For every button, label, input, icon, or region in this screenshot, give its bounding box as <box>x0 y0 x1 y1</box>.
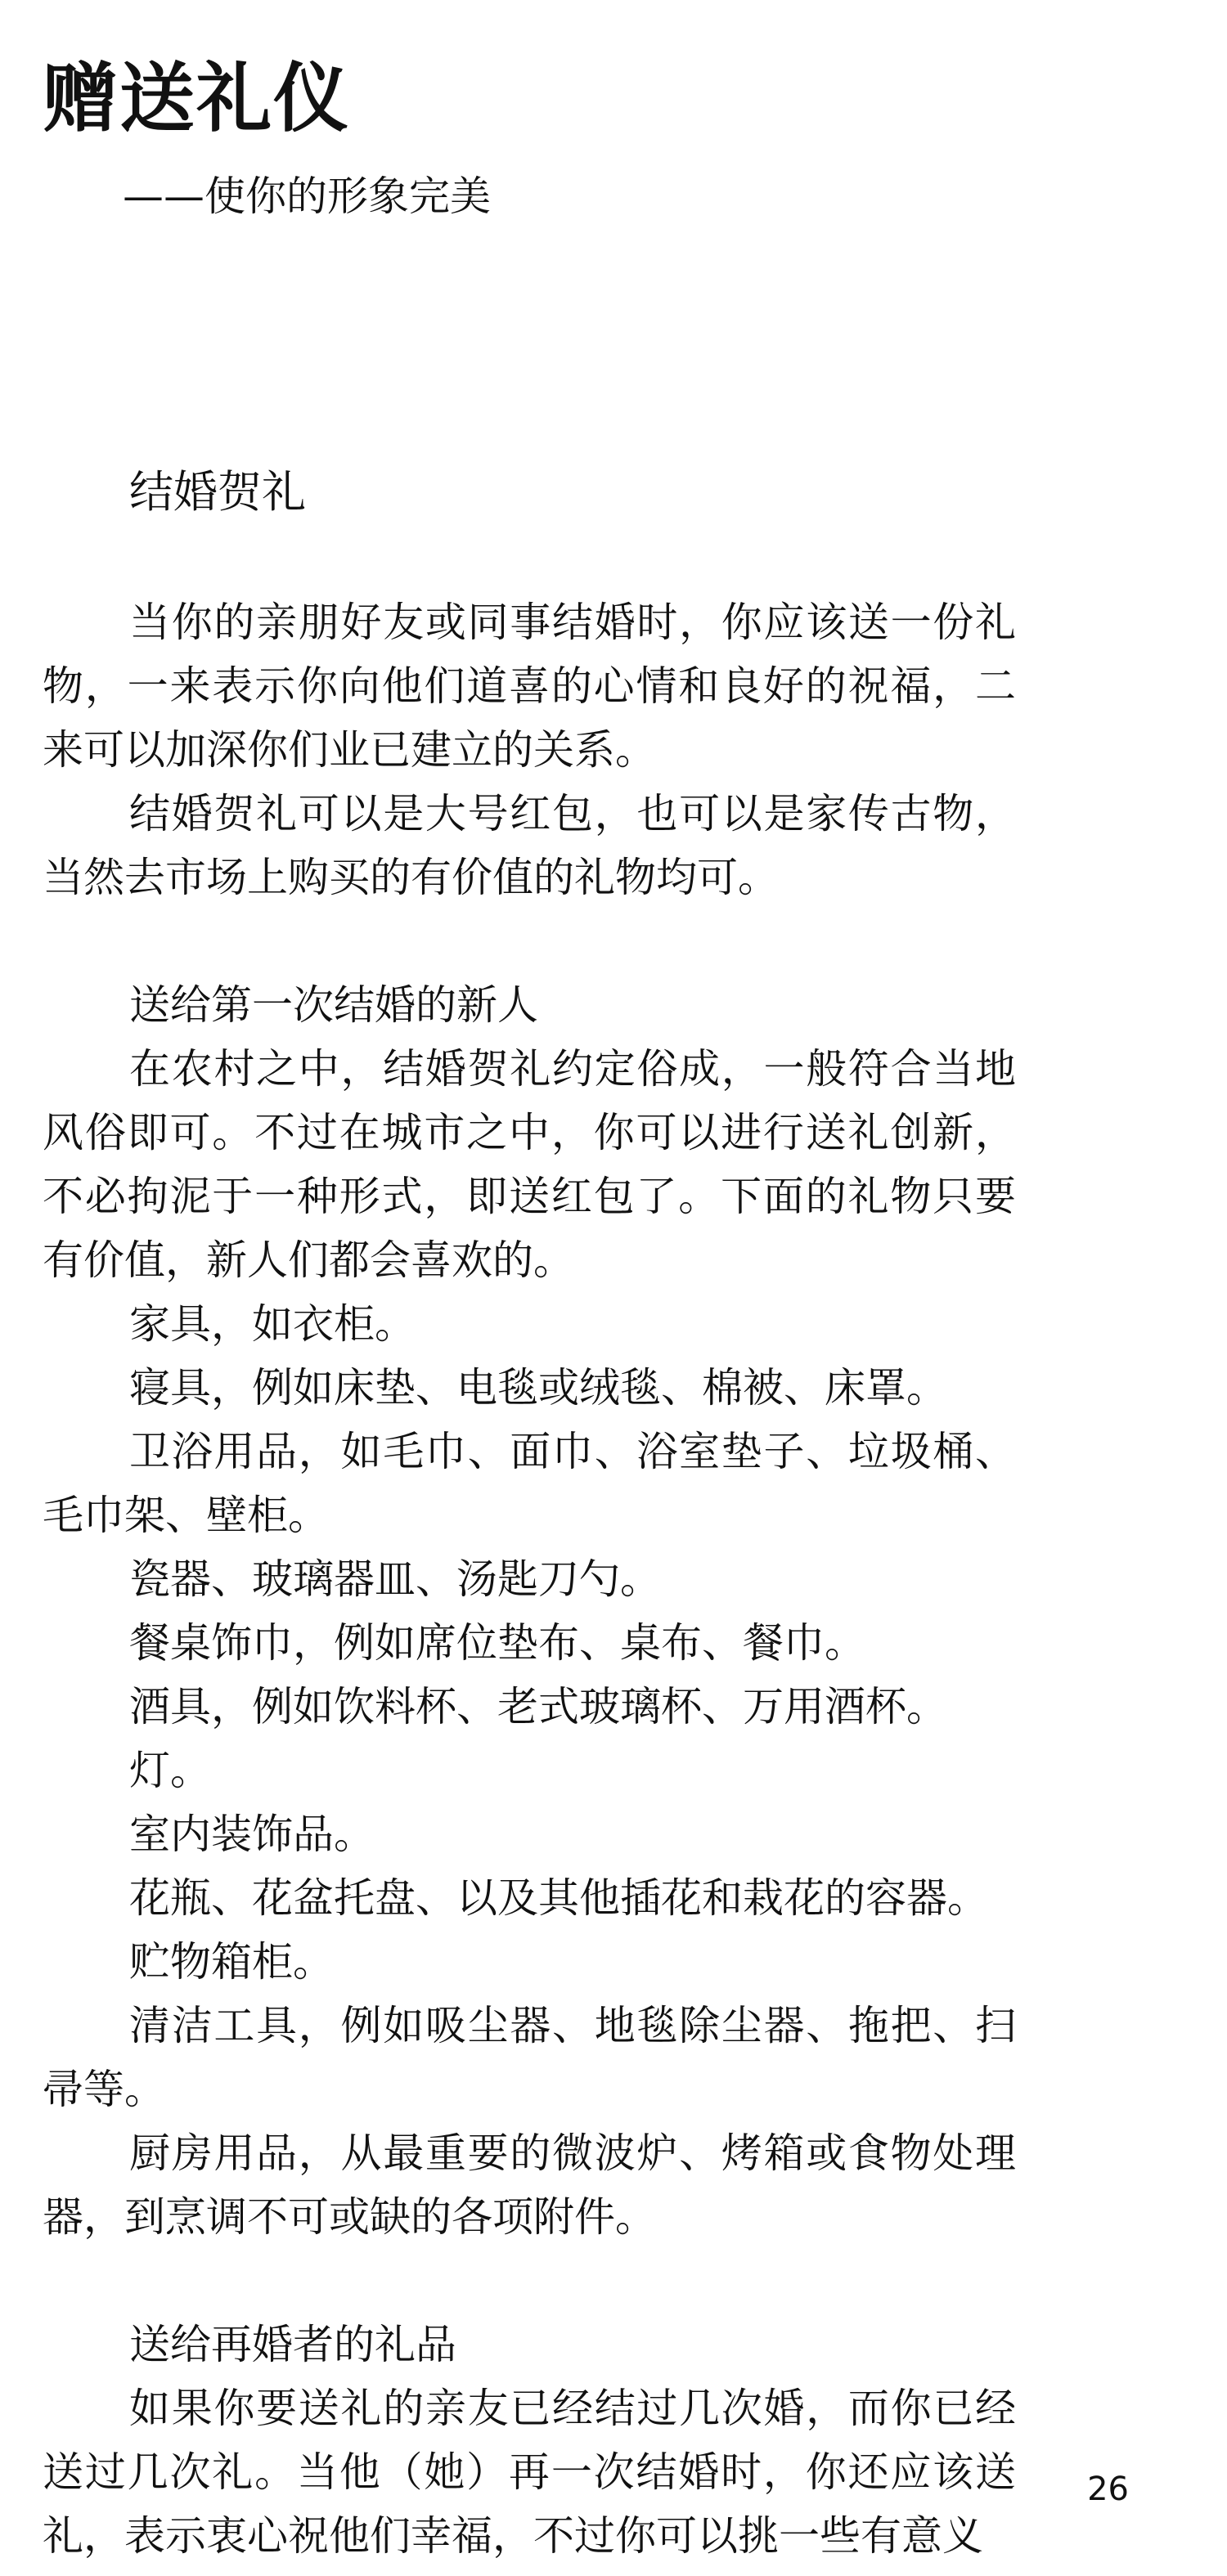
subsection-heading-remarriage: 送给再婚者的礼品 <box>129 2321 456 2368</box>
gift-item: 贮物箱柜。 <box>129 1938 334 1986</box>
gift-item: 厨房用品，从最重要的微波炉、烤箱或食物处理器，到烹调不可或缺的各项附件。 <box>43 2129 1016 2241</box>
paragraph-gap <box>43 2249 1016 2313</box>
chapter-title: 赠送礼仪 <box>43 55 351 142</box>
gift-item: 花瓶、花盆托盘、以及其他插花和栽花的容器。 <box>129 1874 988 1922</box>
section-heading: 结婚贺礼 <box>129 466 306 518</box>
gift-item: 餐桌饰巾，例如席位垫布、桌布、餐巾。 <box>129 1619 865 1667</box>
paragraph-gap <box>43 909 1016 973</box>
section-body <box>43 590 1016 2568</box>
paragraph: 如果你要送礼的亲友已经结过几次婚，而你已经送过几次礼。当他（她）再一次结婚时，你还应该送礼，表示衷心祝他们幸福，不过你可以挑一些有意义 <box>43 2385 1016 2560</box>
gift-item: 瓷器、玻璃器皿、汤匙刀勺。 <box>129 1555 661 1603</box>
chapter-subtitle: ——使你的形象完美 <box>123 173 491 220</box>
gift-item: 酒具，例如饮料杯、老式玻璃杯、万用酒杯。 <box>129 1683 947 1730</box>
paragraph: 当你的亲朋好友或同事结婚时，你应该送一份礼物，一来表示你向他们道喜的心情和良好的祝福，二来可以加深你们业已建立的关系。 <box>43 599 1016 774</box>
gift-item: 卫浴用品，如毛巾、面巾、浴室垫子、垃圾桶、毛巾架、壁柜。 <box>43 1428 1016 1539</box>
page-number: 26 <box>1087 2471 1129 2508</box>
gift-item: 清洁工具，例如吸尘器、地毯除尘器、拖把、扫帚等。 <box>43 2002 1016 2113</box>
paragraph: 结婚贺礼可以是大号红包，也可以是家传古物，当然去市场上购买的有价值的礼物均可。 <box>43 790 1016 901</box>
paragraph: 在农村之中，结婚贺礼约定俗成，一般符合当地风俗即可。不过在城市之中，你可以进行送礼创新，不必拘泥于一种形式，即送红包了。下面的礼物只要有价值，新人们都会喜欢的。 <box>43 1045 1016 1284</box>
gift-item: 寝具，例如床垫、电毯或绒毯、棉被、床罩。 <box>129 1364 947 1411</box>
gift-item: 家具，如衣柜。 <box>129 1300 416 1348</box>
subsection-heading-first-marriage: 送给第一次结婚的新人 <box>129 981 538 1029</box>
gift-item: 室内装饰品。 <box>129 1811 375 1858</box>
gift-item: 灯。 <box>129 1747 211 1794</box>
